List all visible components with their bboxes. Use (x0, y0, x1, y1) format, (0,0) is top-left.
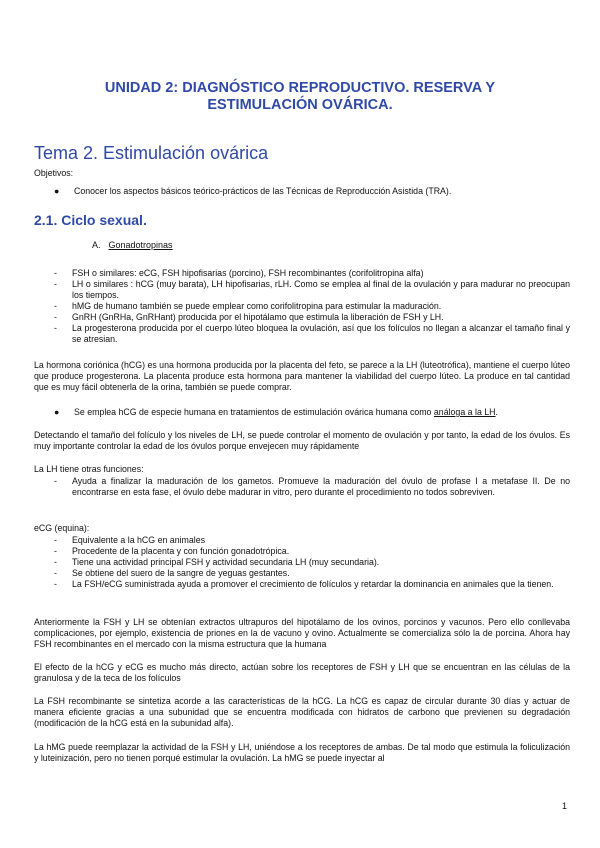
list-item: - Equivalente a la hCG en animales (34, 535, 570, 546)
list-item: - LH o similares : hCG (muy barata), LH hipofisarias, rLH. Como se emplea al final de la ovulación y para madurar no preocupan los tiempos. (34, 279, 570, 301)
paragraph-extractos: Anteriormente la FSH y LH se obtenían extractos ultrapuros del hipotálamo de los ovinos, porcinos y vacunos. Pero ello conllevaba complicaciones, por ejemplo, existencia de priones en la de vacuno y ovino. Actualmente se comercializa sólo la de porcina. Ahora hay FSH recombinantes en el mercado con la misma estructura que la humana (34, 617, 570, 649)
paragraph-efecto: El efecto de la hCG y eCG es mucho más directo, actúan sobre los receptores de FSH y LH que se encuentran en las células de la granulosa y de la teca de los folículos (34, 662, 570, 683)
paragraph-hmg: La hMG puede reemplazar la actividad de la FSH y LH, uniéndose a los receptores de ambas. De tal modo que estimula la foliculización y luteinización, pero no tienen porqué estimular la ovulación. La hMG se puede inyectar al (34, 742, 570, 763)
lh-functions-list (34, 476, 570, 498)
ecg-label: eCG (equina): (34, 523, 90, 533)
page-number: 1 (562, 801, 568, 811)
subsection-heading (92, 240, 173, 250)
list-item: - Tiene una actividad principal FSH y actividad secundaria LH (muy secundaria). (34, 557, 570, 568)
list-item: - Ayuda a finalizar la maduración de los gametos. Promueve la maduración del óvulo de profase I a metafase II. De no encontrarse en esta fase, el óvulo debe madurar in vitro, pero durante el procedimiento no todos sobreviven. (34, 476, 570, 498)
list-item: - hMG de humano también se puede emplear como corifolitropina para estimular la maduración. (34, 301, 570, 312)
section-title: 2.1. Ciclo sexual. (34, 212, 147, 228)
tema-title: Tema 2. Estimulación ovárica (34, 143, 269, 163)
hcg-bullet-prefix: Se emplea hCG de especie humana en tratamientos de estimulación ovárica humana como (74, 407, 434, 417)
paragraph-foliculo: Detectando el tamaño del folículo y los niveles de LH, se puede controlar el momento de ovulación y por tanto, la edad de los óvulos. Es muy importante controlar la edad de los óvulos porque envejecen muy rápidamente (34, 430, 570, 451)
gonadotropinas-list (34, 268, 570, 345)
paragraph-fsh-recombinante: La FSH recombinante se sintetiza acorde a las características de la hCG. La hCG es capaz de circular durante 30 días y actuar de manera eficiente gracias a una subunidad que se encuentra modificada con hidratos de carbono que previenen su degradación (modificación de la hCG está en la subunidad alfa). (34, 696, 570, 728)
list-item: - Se obtiene del suero de la sangre de yeguas gestantes. (34, 568, 570, 579)
unit-title: UNIDAD 2: DIAGNÓSTICO REPRODUCTIVO. RESERVA Y ESTIMULACIÓN OVÁRICA. (104, 80, 496, 113)
hcg-bullet-text (74, 407, 498, 418)
list-item: - FSH o similares: eCG, FSH hipofisarias (porcino), FSH recombinantes (corifolitropina alfa) (34, 268, 570, 279)
subsection-title: Gonadotropinas (108, 240, 173, 250)
list-item: - La FSH/eCG suministrada ayuda a promover el crecimiento de folículos y retardar la dominancia en animales que la tienen. (34, 579, 570, 590)
lh-functions-label: La LH tiene otras funciones: (34, 464, 144, 474)
list-item: - La progesterona producida por el cuerpo lúteo bloquea la ovulación, así que los folículos no llegan a alcanzar el tamaño final y se atresian. (34, 323, 570, 345)
objective-text: Conocer los aspectos básicos teórico-prácticos de las Técnicas de Reproducción Asistida (TRA). (74, 186, 452, 196)
list-item: - Procedente de la placenta y con función gonadotrópica. (34, 546, 570, 557)
bullet-icon: ● (54, 186, 60, 196)
hcg-bullet-underlined: análoga a la LH (433, 407, 496, 417)
list-item: - GnRH (GnRHa, GnRHant) producida por el hipotálamo que estimula la liberación de FSH y LH. (34, 312, 570, 323)
hcg-bullet-suffix: . (495, 407, 498, 417)
objectives-label: Objetivos: (34, 168, 74, 178)
subsection-letter: A. (92, 240, 101, 250)
bullet-icon: ● (54, 407, 60, 417)
paragraph-hcg: La hormona coriónica (hCG) es una hormona producida por la placenta del feto, se parece a la LH (luteotrófica), mantiene el cuerpo lúteo que produce progesterona. La placenta produce esta hormona para mantener la viabilidad del cuerpo lúteo. La produce en tal cantidad que es muy fácil obtenerla de la orina, también se puede comprar. (34, 360, 570, 392)
ecg-list (34, 535, 570, 590)
